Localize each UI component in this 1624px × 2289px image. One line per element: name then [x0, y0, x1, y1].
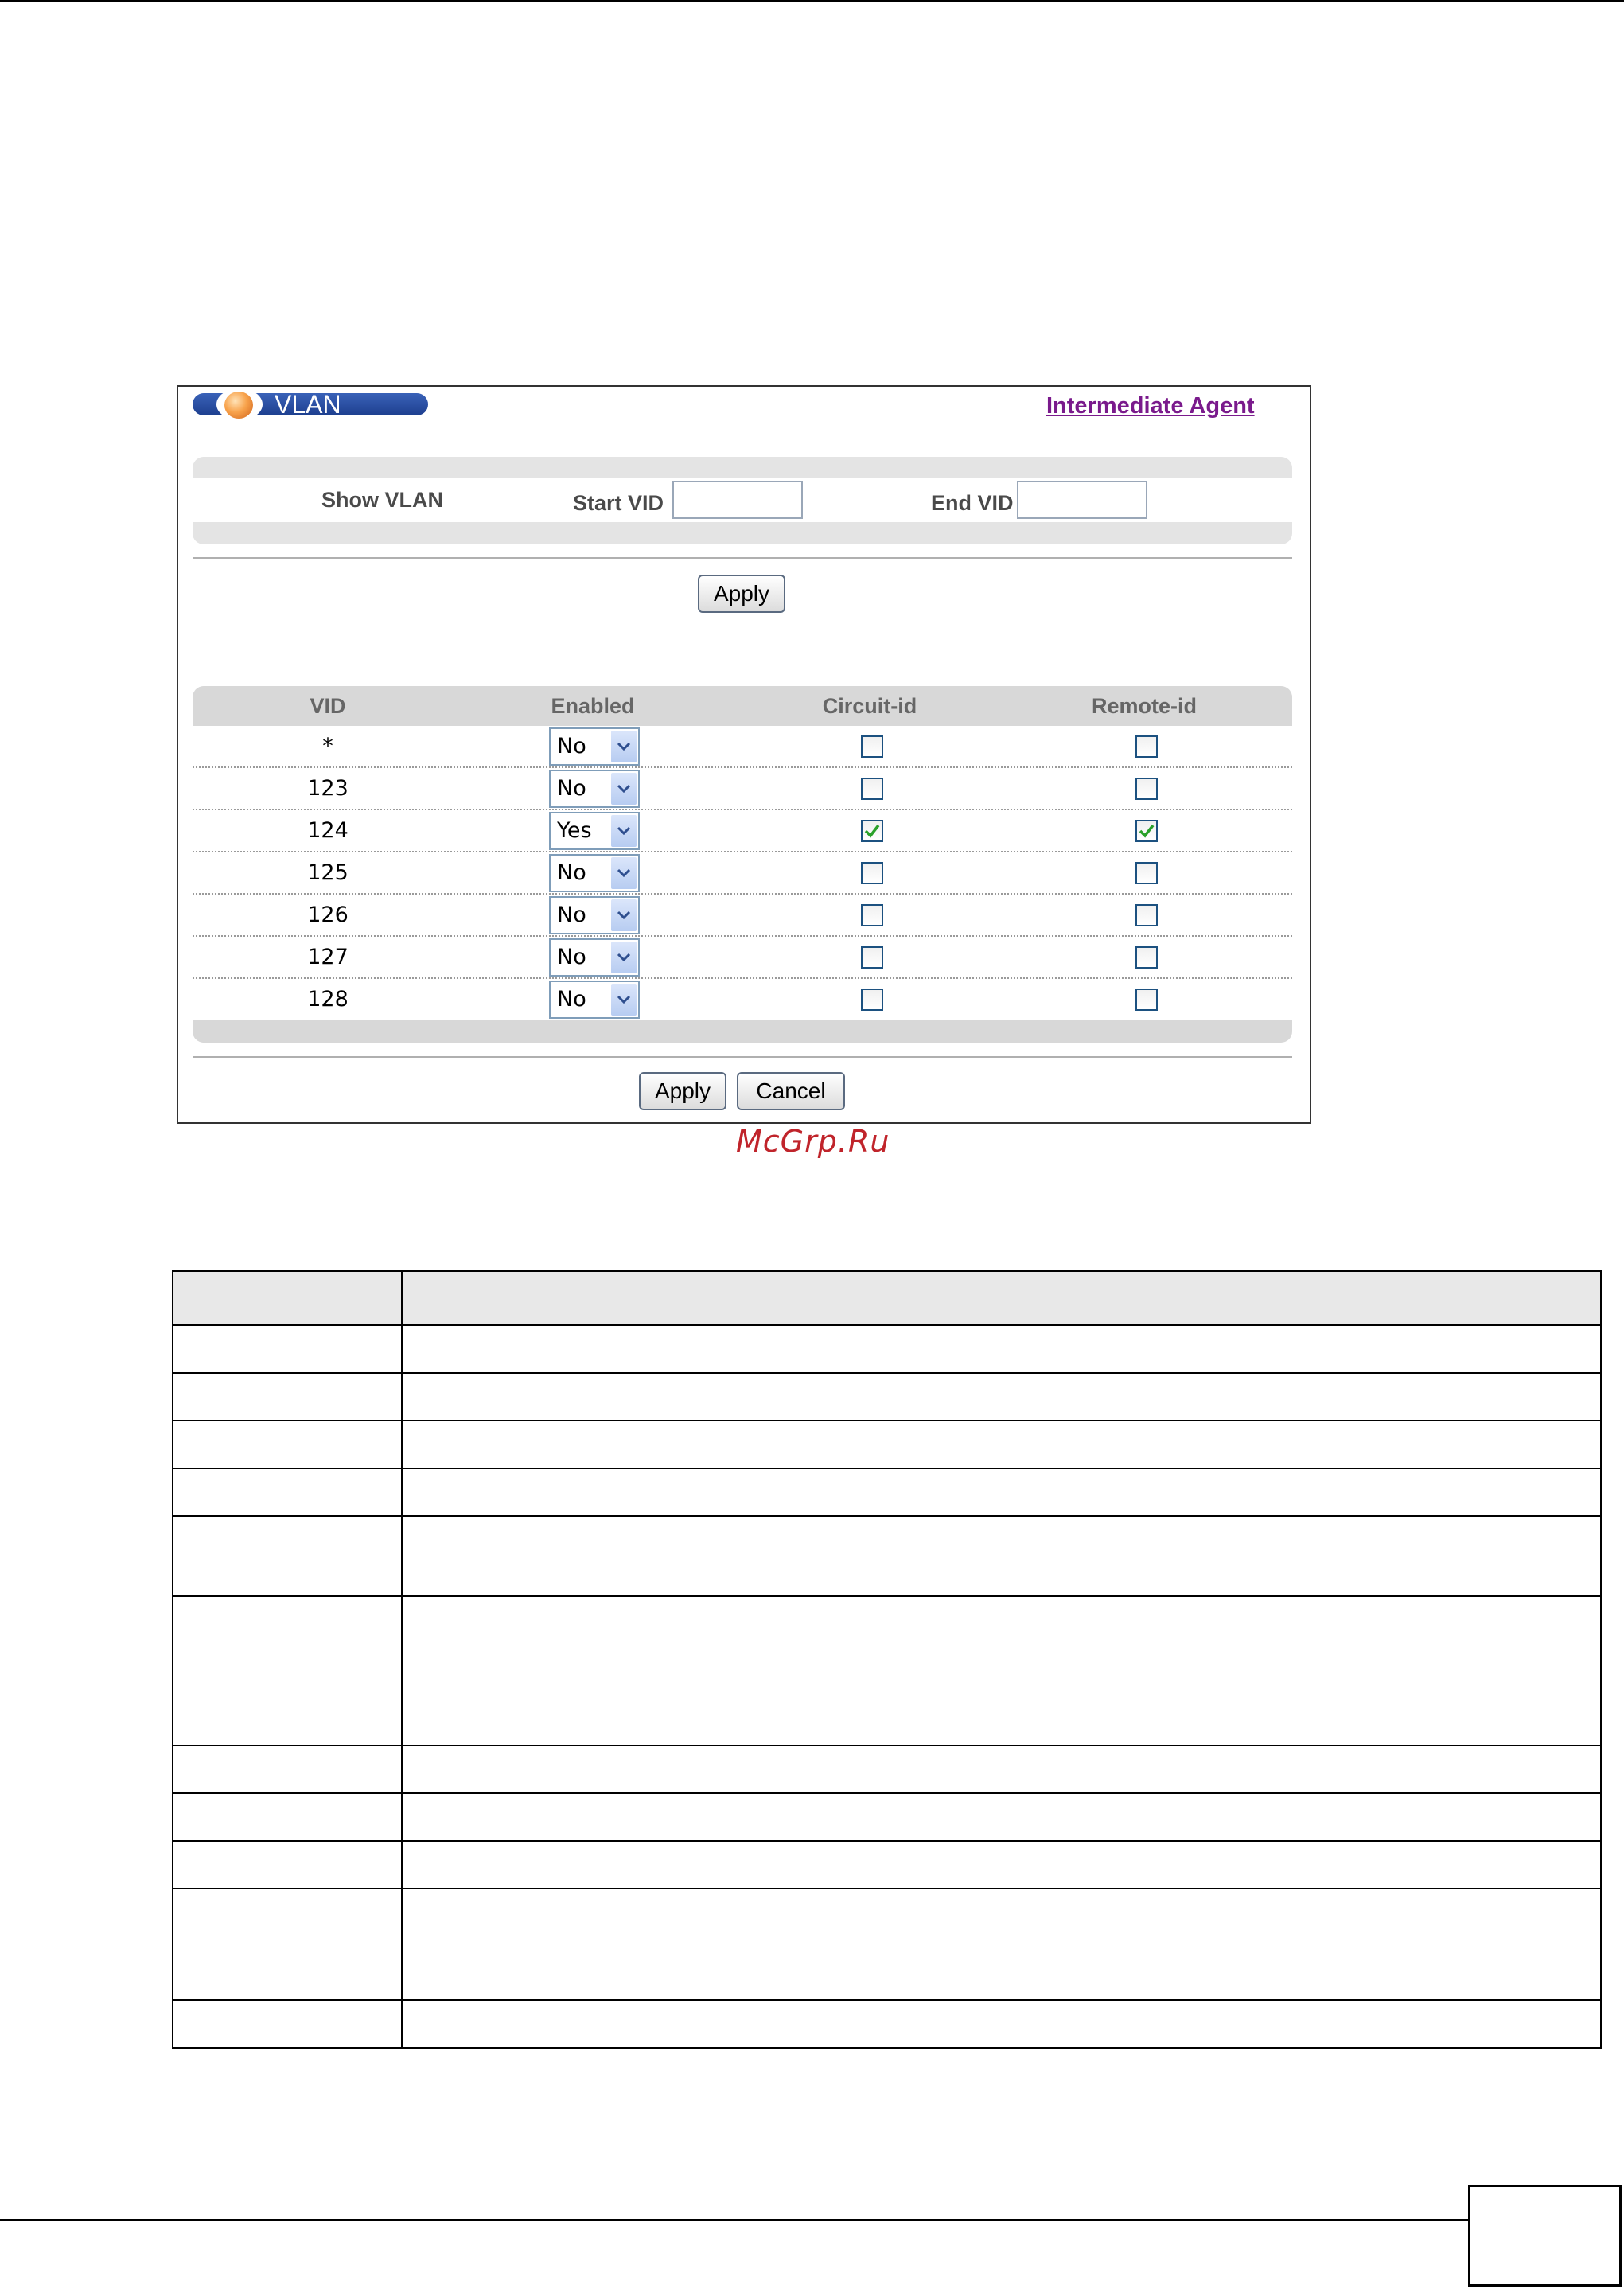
vid-cell: 127 [307, 945, 349, 969]
col-remote-id: Remote-id [1091, 694, 1198, 718]
enabled-select-value: No [557, 903, 586, 927]
table-row [173, 1841, 1601, 1889]
show-vlan-label: Show VLAN [321, 488, 443, 512]
circuit-id-checkbox[interactable] [861, 904, 883, 926]
enabled-select[interactable] [549, 854, 640, 892]
panel-title: VLAN [275, 390, 341, 419]
grid-footer [193, 1020, 1292, 1043]
apply-filter-button[interactable]: Apply [698, 575, 785, 613]
circuit-id-checkbox[interactable] [861, 946, 883, 969]
table-row [193, 768, 1292, 810]
chevron-down-icon[interactable] [611, 815, 637, 847]
cancel-button[interactable]: Cancel [737, 1072, 845, 1110]
chevron-down-icon[interactable] [611, 857, 637, 889]
orb-icon [224, 392, 253, 419]
col-enabled: Enabled [551, 694, 635, 718]
table-header-row [173, 1271, 1601, 1325]
filter-band-top [193, 457, 1292, 479]
enabled-select-value: No [557, 734, 586, 758]
remote-id-checkbox[interactable] [1135, 820, 1158, 842]
table-row [173, 1421, 1601, 1468]
end-vid-label: End VID [931, 491, 1014, 515]
table-row [193, 895, 1292, 937]
enabled-select[interactable] [549, 938, 640, 977]
page-number-box [1468, 2185, 1622, 2287]
table-row [173, 1889, 1601, 2000]
enabled-select-value: No [557, 860, 586, 885]
chevron-down-icon[interactable] [611, 899, 637, 931]
chevron-down-icon[interactable] [611, 773, 637, 805]
enabled-select[interactable] [549, 727, 640, 766]
circuit-id-checkbox[interactable] [861, 820, 883, 842]
vid-cell: 125 [307, 860, 349, 885]
vid-cell: 123 [307, 776, 349, 801]
table-row [173, 1468, 1601, 1516]
table-row [193, 810, 1292, 852]
enabled-select[interactable] [549, 812, 640, 850]
enabled-select[interactable] [549, 896, 640, 934]
chevron-down-icon[interactable] [611, 731, 637, 762]
table-row [193, 726, 1292, 768]
apply-button[interactable]: Apply [639, 1072, 726, 1110]
circuit-id-checkbox[interactable] [861, 862, 883, 884]
remote-id-checkbox[interactable] [1135, 904, 1158, 926]
remote-id-checkbox[interactable] [1135, 862, 1158, 884]
description-table [172, 1270, 1602, 2049]
col-vid: VID [310, 694, 346, 718]
table-row [173, 1373, 1601, 1421]
vid-cell: 126 [307, 903, 349, 927]
table-row [193, 979, 1292, 1021]
enabled-select-value: No [557, 945, 586, 969]
filter-band-bottom [193, 522, 1292, 544]
start-vid-input[interactable] [672, 481, 803, 519]
table-row [173, 1745, 1601, 1793]
table-row [193, 852, 1292, 895]
vid-cell: 128 [307, 987, 349, 1012]
page-top-rule [0, 0, 1624, 2]
intermediate-agent-link[interactable]: Intermediate Agent [1046, 393, 1255, 419]
divider [193, 1056, 1292, 1058]
remote-id-checkbox[interactable] [1135, 946, 1158, 969]
chevron-down-icon[interactable] [611, 942, 637, 973]
remote-id-checkbox[interactable] [1135, 989, 1158, 1011]
table-row [193, 937, 1292, 979]
chevron-down-icon[interactable] [611, 984, 637, 1016]
remote-id-checkbox[interactable] [1135, 778, 1158, 800]
vid-cell: 124 [307, 818, 349, 843]
table-row [173, 1516, 1601, 1596]
enabled-select-value: Yes [557, 818, 592, 843]
table-row [173, 1596, 1601, 1745]
enabled-select-value: No [557, 987, 586, 1012]
start-vid-label: Start VID [573, 491, 664, 515]
table-row [173, 2000, 1601, 2048]
check-icon [864, 824, 880, 838]
end-vid-input[interactable] [1017, 481, 1147, 519]
enabled-select-value: No [557, 776, 586, 801]
circuit-id-checkbox[interactable] [861, 778, 883, 800]
vid-cell: * [322, 734, 333, 758]
circuit-id-checkbox[interactable] [861, 989, 883, 1011]
circuit-id-checkbox[interactable] [861, 735, 883, 758]
col-circuit-id: Circuit-id [822, 694, 917, 718]
divider [193, 557, 1292, 559]
enabled-select[interactable] [549, 770, 640, 808]
enabled-select[interactable] [549, 981, 640, 1019]
table-row [173, 1793, 1601, 1841]
table-row [173, 1325, 1601, 1373]
page-bottom-rule [0, 2219, 1468, 2221]
check-icon [1139, 824, 1155, 838]
remote-id-checkbox[interactable] [1135, 735, 1158, 758]
watermark: McGrp.Ru [736, 1124, 890, 1159]
